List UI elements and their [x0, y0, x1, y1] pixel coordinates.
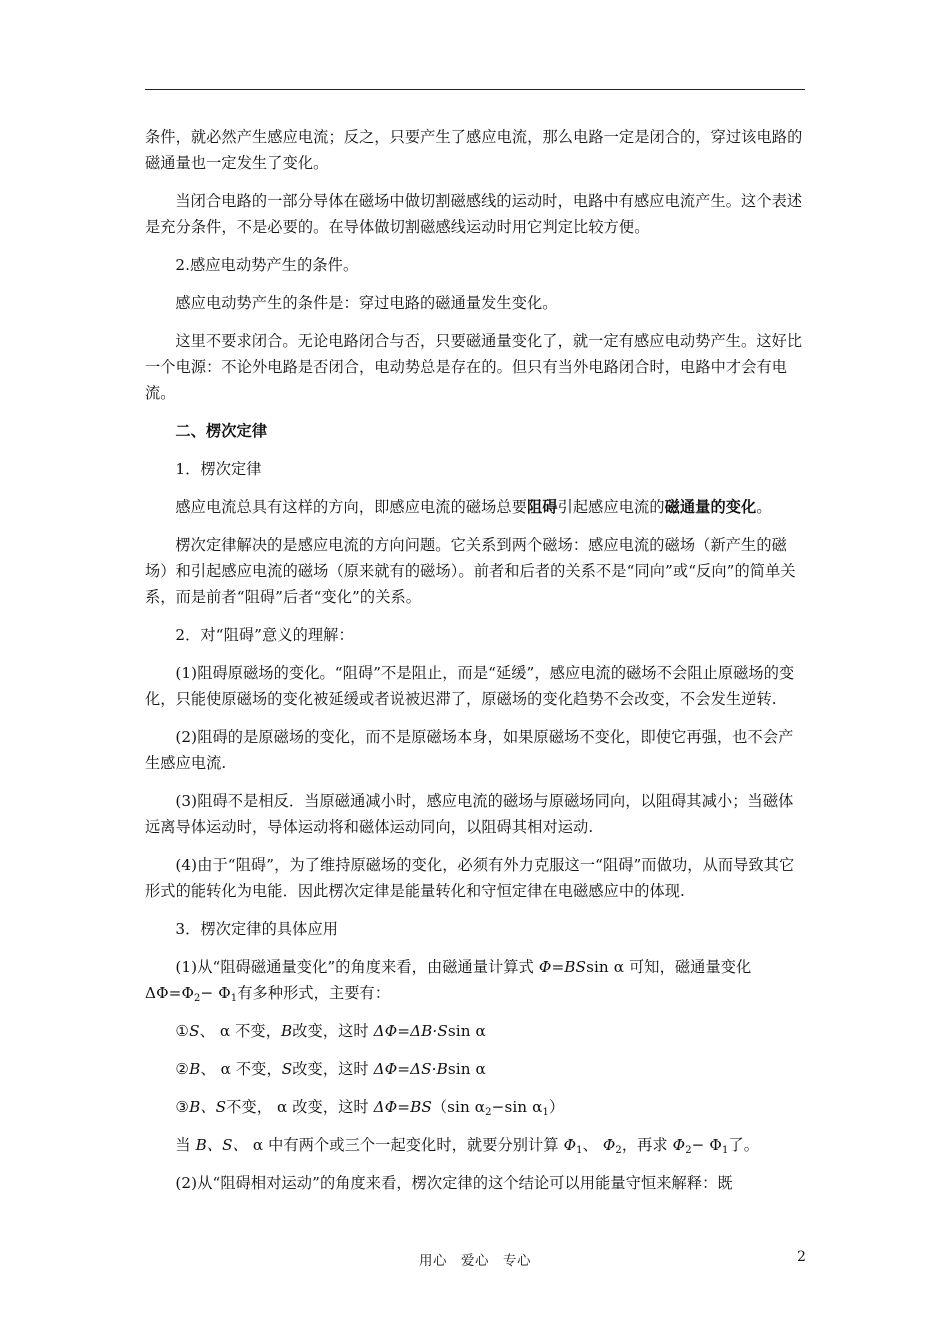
- text: (1)从“阻碍磁通量变化”的角度来看，由磁通量计算式: [175, 958, 539, 976]
- subscript: 1: [721, 1145, 729, 1156]
- page-content: [145, 124, 807, 1208]
- subsection-heading: 2．对“阻碍”意义的理解：: [175, 626, 354, 644]
- subscript: 1: [542, 1107, 549, 1118]
- formula: Φ: [672, 1136, 686, 1154]
- text: 有多种形式，主要有：: [237, 984, 391, 1002]
- emphasis: 阻碍: [527, 498, 558, 516]
- text: 改变，这时: [292, 1022, 374, 1040]
- text: ，再求: [621, 1136, 673, 1154]
- subscript: 1: [230, 993, 238, 1004]
- subsection-heading: 1．楞次定律: [175, 460, 262, 478]
- text: −sin α: [491, 1098, 543, 1116]
- paragraph: 楞次定律解决的是感应电流的方向问题。它关系到两个磁场：感应电流的磁场（新产生的磁场）和引起感应电流的磁场（原来就有的磁场）。前者和后者的关系不是“同向”或“反向”的简单关系，而是前者“阻碍”后者“变化”的关系。: [145, 536, 796, 606]
- header-rule: [145, 89, 805, 90]
- subscript: 2: [194, 993, 201, 1004]
- formula: ΔΦ=Φ: [145, 984, 194, 1002]
- text: ）: [548, 1098, 565, 1116]
- variable: B: [281, 1022, 293, 1040]
- paragraph: 2.感应电动势产生的条件。: [175, 256, 359, 274]
- case-label: ③: [175, 1098, 190, 1116]
- footer-motto: 用心 爱心 专心: [419, 1253, 531, 1269]
- text: sin α: [447, 1060, 486, 1078]
- text: α 中有两个或三个一起变化时，就要分别计算: [247, 1136, 564, 1154]
- formula: Φ=BS: [538, 958, 587, 976]
- text: 当: [175, 1136, 196, 1154]
- paragraph: 当闭合电路的一部分导体在磁场中做切割磁感线的运动时，电路中有感应电流产生。这个表述是充分条件，不是必要的。在导体做切割磁感线运动时用它判定比较方便。: [145, 192, 803, 236]
- application-2: (2)从“阻碍相对运动”的角度来看，楞次定律的这个结论可以用能量守恒来解释：既: [175, 1174, 733, 1192]
- text: sin α: [586, 958, 625, 976]
- paragraph: 这里不要求闭合。无论电路闭合与否，只要磁通量变化了，就一定有感应电动势产生。这好比一个电源：不论外电路是否闭合，电动势总是存在的。但只有当外电路闭合时，电路中才会有电流。: [145, 332, 803, 402]
- text: sin α: [447, 1022, 486, 1040]
- variable: B: [189, 1060, 201, 1078]
- text: 了。: [728, 1136, 760, 1154]
- combined-change: [145, 1132, 807, 1158]
- paragraph: (2)阻碍的是原磁场的变化，而不是原磁场本身，如果原磁场不变化，即使它再强，也不会产生感应电流.: [145, 728, 794, 772]
- case-2: [145, 1056, 807, 1082]
- paragraph: (3)阻碍不是相反．当原磁通减小时，感应电流的磁场与原磁场同向，以阻碍其减小；当磁体远离导体运动时，导体运动将和磁体运动同向，以阻碍其相对运动.: [145, 792, 794, 836]
- text: 、 α 不变，: [200, 1060, 282, 1078]
- variable: S: [281, 1060, 293, 1078]
- application-1: [145, 954, 807, 1006]
- formula: − Φ: [691, 1136, 722, 1154]
- formula: ΔΦ=ΔB·S: [373, 1022, 448, 1040]
- subscript: 2: [615, 1145, 622, 1156]
- section-heading: 二、楞次定律: [175, 422, 268, 440]
- text: 不变， α 改变，这时: [226, 1098, 374, 1116]
- text: （sin α: [431, 1098, 486, 1116]
- formula: ΔΦ=BS: [373, 1098, 432, 1116]
- formula: ΔΦ=ΔS·B: [373, 1060, 448, 1078]
- paragraph: (4)由于“阻碍”，为了维持原磁场的变化，必须有外力克服这一“阻碍”而做功，从而导致其它形式的能转化为电能．因此楞次定律是能量转化和守恒定律在电磁感应中的体现.: [145, 856, 795, 900]
- formula: Φ: [602, 1136, 616, 1154]
- subscript: 2: [485, 1107, 492, 1118]
- text: 改变，这时: [292, 1060, 374, 1078]
- formula: − Φ: [200, 984, 231, 1002]
- subsection-heading: 3．楞次定律的具体应用: [175, 920, 339, 938]
- text: 感应电流总具有这样的方向，即感应电流的磁场总要: [175, 498, 528, 516]
- subscript: 2: [685, 1145, 692, 1156]
- formula: Φ: [563, 1136, 577, 1154]
- text: 、: [582, 1136, 603, 1154]
- case-3: [145, 1094, 807, 1120]
- subscript: 1: [576, 1145, 583, 1156]
- case-label: ①: [175, 1022, 190, 1040]
- lenz-definition: [145, 494, 807, 520]
- text: 、 α 不变，: [199, 1022, 281, 1040]
- emphasis: 磁通量的变化: [664, 498, 757, 516]
- case-label: ②: [175, 1060, 190, 1078]
- variable: B、S: [189, 1098, 227, 1116]
- case-1: [145, 1018, 807, 1044]
- paragraph: (1)阻碍原磁场的变化。“阻碍”不是阻止，而是“延缓”，感应电流的磁场不会阻止原磁场的变化，只能使原磁场的变化被延缓或者说被迟滞了，原磁场的变化趋势不会改变，不会发生逆转.: [145, 664, 795, 708]
- text: 引起感应电流的: [557, 498, 665, 516]
- page-number: 2: [797, 1249, 806, 1265]
- paragraph: 感应电动势产生的条件是：穿过电路的磁通量发生变化。: [175, 294, 558, 312]
- paragraph: 条件，就必然产生感应电流；反之，只要产生了感应电流，那么电路一定是闭合的，穿过该电路的磁通量也一定发生了变化。: [145, 128, 803, 172]
- variable: S: [189, 1022, 200, 1040]
- variable: B、S、: [195, 1136, 248, 1154]
- text: 可知，磁通量变化: [624, 958, 752, 976]
- text: 。: [756, 498, 772, 516]
